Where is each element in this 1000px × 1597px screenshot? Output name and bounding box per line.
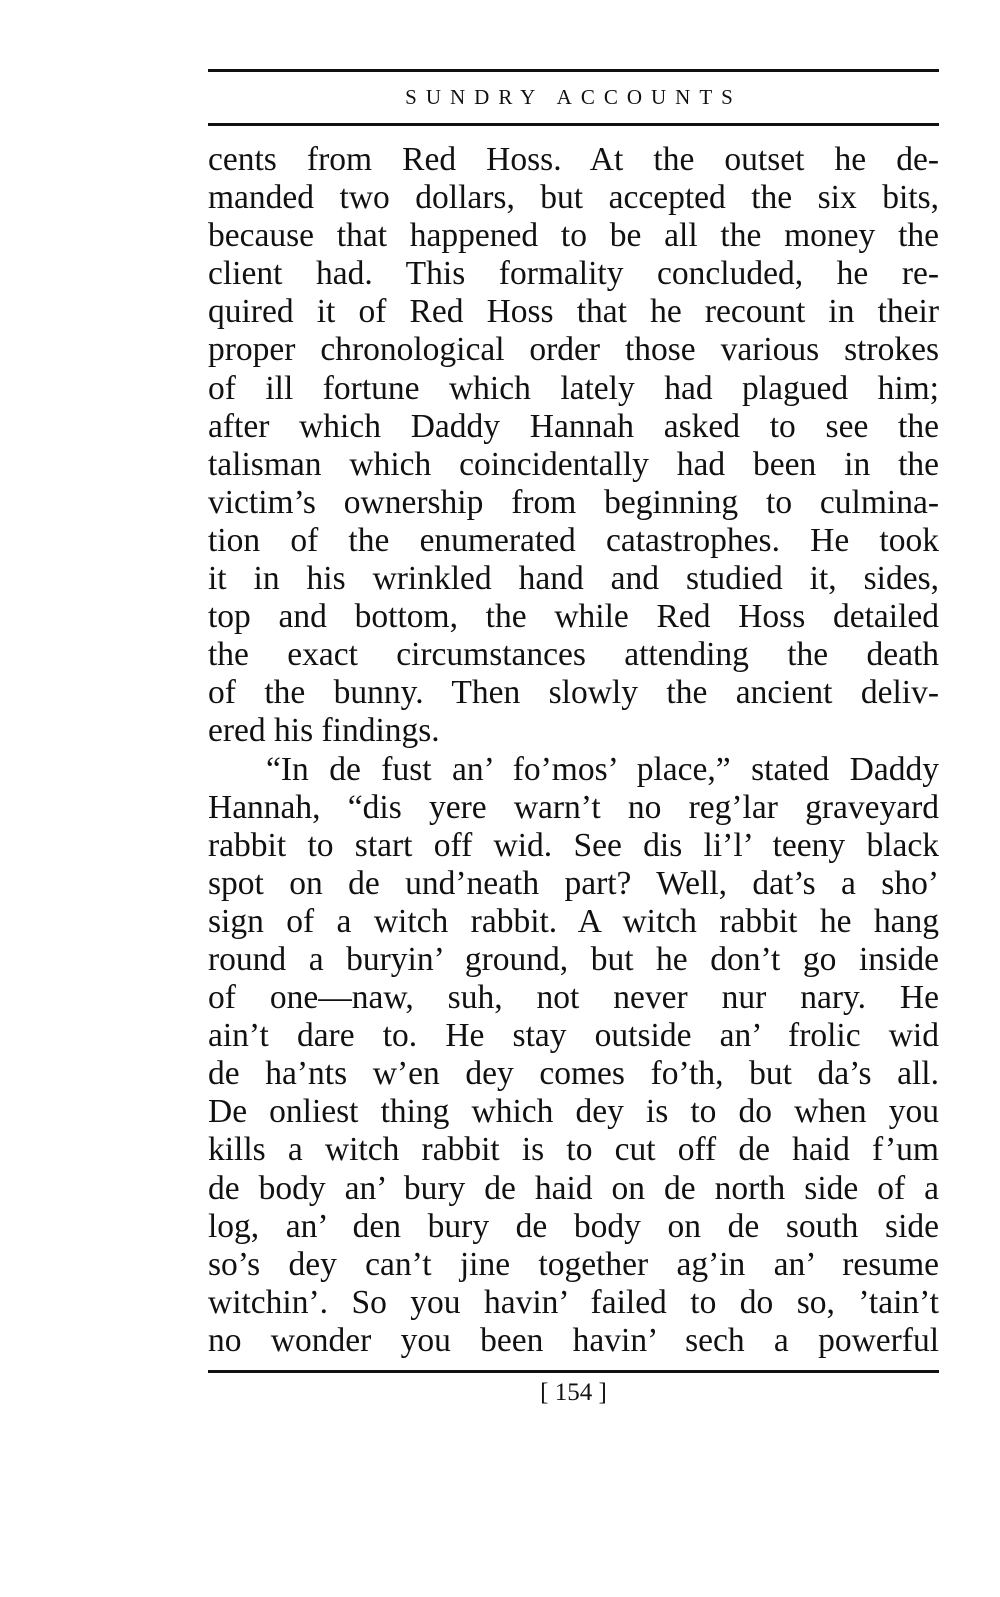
header-bottom-rule — [208, 123, 939, 126]
text-line: top and bottom, the while Red Hoss detailed — [208, 598, 939, 636]
text-line: de ha’nts w’en dey comes fo’th, but da’s all. — [208, 1055, 939, 1093]
text-line: rabbit to start off wid. See dis li’l’ teeny black — [208, 826, 939, 864]
paragraph-end-line: ered his findings. — [208, 712, 440, 750]
text-line: of the bunny. Then slowly the ancient deliv- — [208, 674, 939, 712]
text-line: witchin’. So you havin’ failed to do so, ’tain’t — [208, 1283, 939, 1321]
text-line: after which Daddy Hannah asked to see the — [208, 407, 939, 445]
body-text — [208, 141, 939, 1360]
page-number: [ 154 ] — [540, 1379, 607, 1406]
running-head: SUNDRY ACCOUNTS — [405, 85, 742, 109]
text-line: sign of a witch rabbit. A witch rabbit he hang — [208, 902, 939, 940]
text-line: round a buryin’ ground, but he don’t go inside — [208, 940, 939, 978]
text-line: talisman which coincidentally had been in the — [208, 445, 939, 483]
text-line: so’s dey can’t jine together ag’in an’ resume — [208, 1245, 939, 1283]
text-line: it in his wrinkled hand and studied it, sides, — [208, 560, 939, 598]
text-line: cents from Red Hoss. At the outset he de- — [208, 141, 939, 178]
text-line: because that happened to be all the money the — [208, 217, 939, 255]
text-line: victim’s ownership from beginning to culmina- — [208, 483, 939, 521]
text-line: De onliest thing which dey is to do when you — [208, 1093, 939, 1131]
paragraph-start-line: “In de fust an’ fo’mos’ place,” stated Daddy — [266, 750, 939, 788]
text-line: quired it of Red Hoss that he recount in their — [208, 293, 939, 331]
text-line: the exact circumstances attending the death — [208, 636, 939, 674]
text-line: spot on de und’neath part? Well, dat’s a sho’ — [208, 864, 939, 902]
text-line: de body an’ bury de haid on de north side of a — [208, 1169, 939, 1207]
text-line: of one—naw, suh, not never nur nary. He — [208, 979, 939, 1017]
text-line: tion of the enumerated catastrophes. He took — [208, 521, 939, 559]
text-line: ain’t dare to. He stay outside an’ frolic wid — [208, 1017, 939, 1055]
text-line: client had. This formality concluded, he re- — [208, 255, 939, 293]
text-line: manded two dollars, but accepted the six bits, — [208, 179, 939, 217]
header-top-rule — [208, 69, 939, 72]
text-line: kills a witch rabbit is to cut off de haid f’um — [208, 1131, 939, 1169]
text-line: no wonder you been havin’ sech a powerful — [208, 1321, 939, 1359]
text-line: of ill fortune which lately had plagued him; — [208, 369, 939, 407]
text-line: Hannah, “dis yere warn’t no reg’lar graveyard — [208, 788, 939, 826]
text-line: log, an’ den bury de body on de south side — [208, 1207, 939, 1245]
text-line: proper chronological order those various strokes — [208, 331, 939, 369]
footer-rule — [208, 1370, 939, 1373]
